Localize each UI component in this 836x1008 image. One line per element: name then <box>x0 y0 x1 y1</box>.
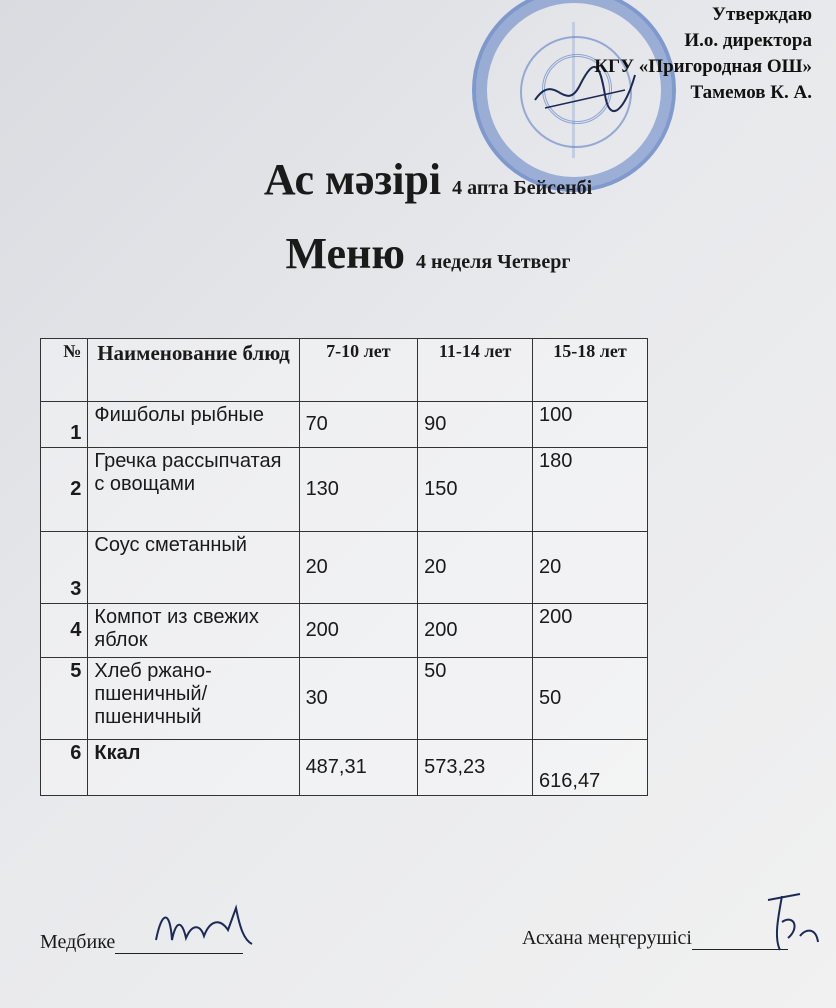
medic-signature <box>148 900 258 952</box>
kz-title <box>0 154 836 205</box>
chef-signature <box>760 888 824 958</box>
portion-15-18: 50 <box>533 658 648 740</box>
approval-name: Тамемов К. А. <box>690 82 812 103</box>
dish-name: Хлеб ржано-пшеничный/ пшеничный <box>88 658 299 740</box>
header-num: № <box>41 339 88 402</box>
header-name: Наименование блюд <box>88 339 299 402</box>
table-row <box>41 532 648 604</box>
header-age-7-10: 7-10 лет <box>299 339 418 402</box>
row-num: 6 <box>41 740 88 796</box>
portion-15-18: 200 <box>533 604 648 658</box>
kcal-15-18: 616,47 <box>533 740 648 796</box>
dish-name: Ккал <box>88 740 299 796</box>
dish-name: Соус сметанный <box>88 532 299 604</box>
table-row <box>41 448 648 532</box>
portion-15-18: 180 <box>533 448 648 532</box>
approval-position: И.о. директора <box>684 30 812 51</box>
portion-11-14: 90 <box>418 402 533 448</box>
portion-7-10: 70 <box>299 402 418 448</box>
portion-15-18: 100 <box>533 402 648 448</box>
kcal-11-14: 573,23 <box>418 740 533 796</box>
approval-organization: КГУ «Пригородная ОШ» <box>594 56 812 77</box>
portion-7-10: 130 <box>299 448 418 532</box>
table-row <box>41 604 648 658</box>
table-row <box>41 402 648 448</box>
row-num: 2 <box>41 448 88 532</box>
portion-7-10: 30 <box>299 658 418 740</box>
portion-11-14: 50 <box>418 658 533 740</box>
portion-7-10: 20 <box>299 532 418 604</box>
approval-line: Утверждаю <box>712 4 812 25</box>
portion-11-14: 200 <box>418 604 533 658</box>
dish-name: Гречка рассыпчатая с овощами <box>88 448 299 532</box>
table-row <box>41 740 648 796</box>
portion-15-18: 20 <box>533 532 648 604</box>
table-row <box>41 658 648 740</box>
row-num: 5 <box>41 658 88 740</box>
portion-7-10: 200 <box>299 604 418 658</box>
menu-table <box>40 338 648 796</box>
ru-title <box>0 228 836 279</box>
kz-title-sub: 4 апта Бейсенбі <box>452 177 593 199</box>
table-header-row <box>41 339 648 402</box>
approval-block <box>594 2 812 106</box>
dish-name: Фишболы рыбные <box>88 402 299 448</box>
dish-name: Компот из свежих яблок <box>88 604 299 658</box>
header-age-11-14: 11-14 лет <box>418 339 533 402</box>
chef-signature-line <box>522 926 788 950</box>
portion-11-14: 150 <box>418 448 533 532</box>
kcal-7-10: 487,31 <box>299 740 418 796</box>
portion-11-14: 20 <box>418 532 533 604</box>
ru-title-sub: 4 неделя Четверг <box>416 251 571 273</box>
kz-title-main: Ас мәзірі <box>263 155 442 204</box>
chef-label: Асхана меңгерушісі <box>522 927 692 949</box>
row-num: 4 <box>41 604 88 658</box>
row-num: 1 <box>41 402 88 448</box>
row-num: 3 <box>41 532 88 604</box>
header-age-15-18: 15-18 лет <box>533 339 648 402</box>
ru-title-main: Меню <box>285 229 405 278</box>
medic-label: Медбике <box>40 931 116 953</box>
